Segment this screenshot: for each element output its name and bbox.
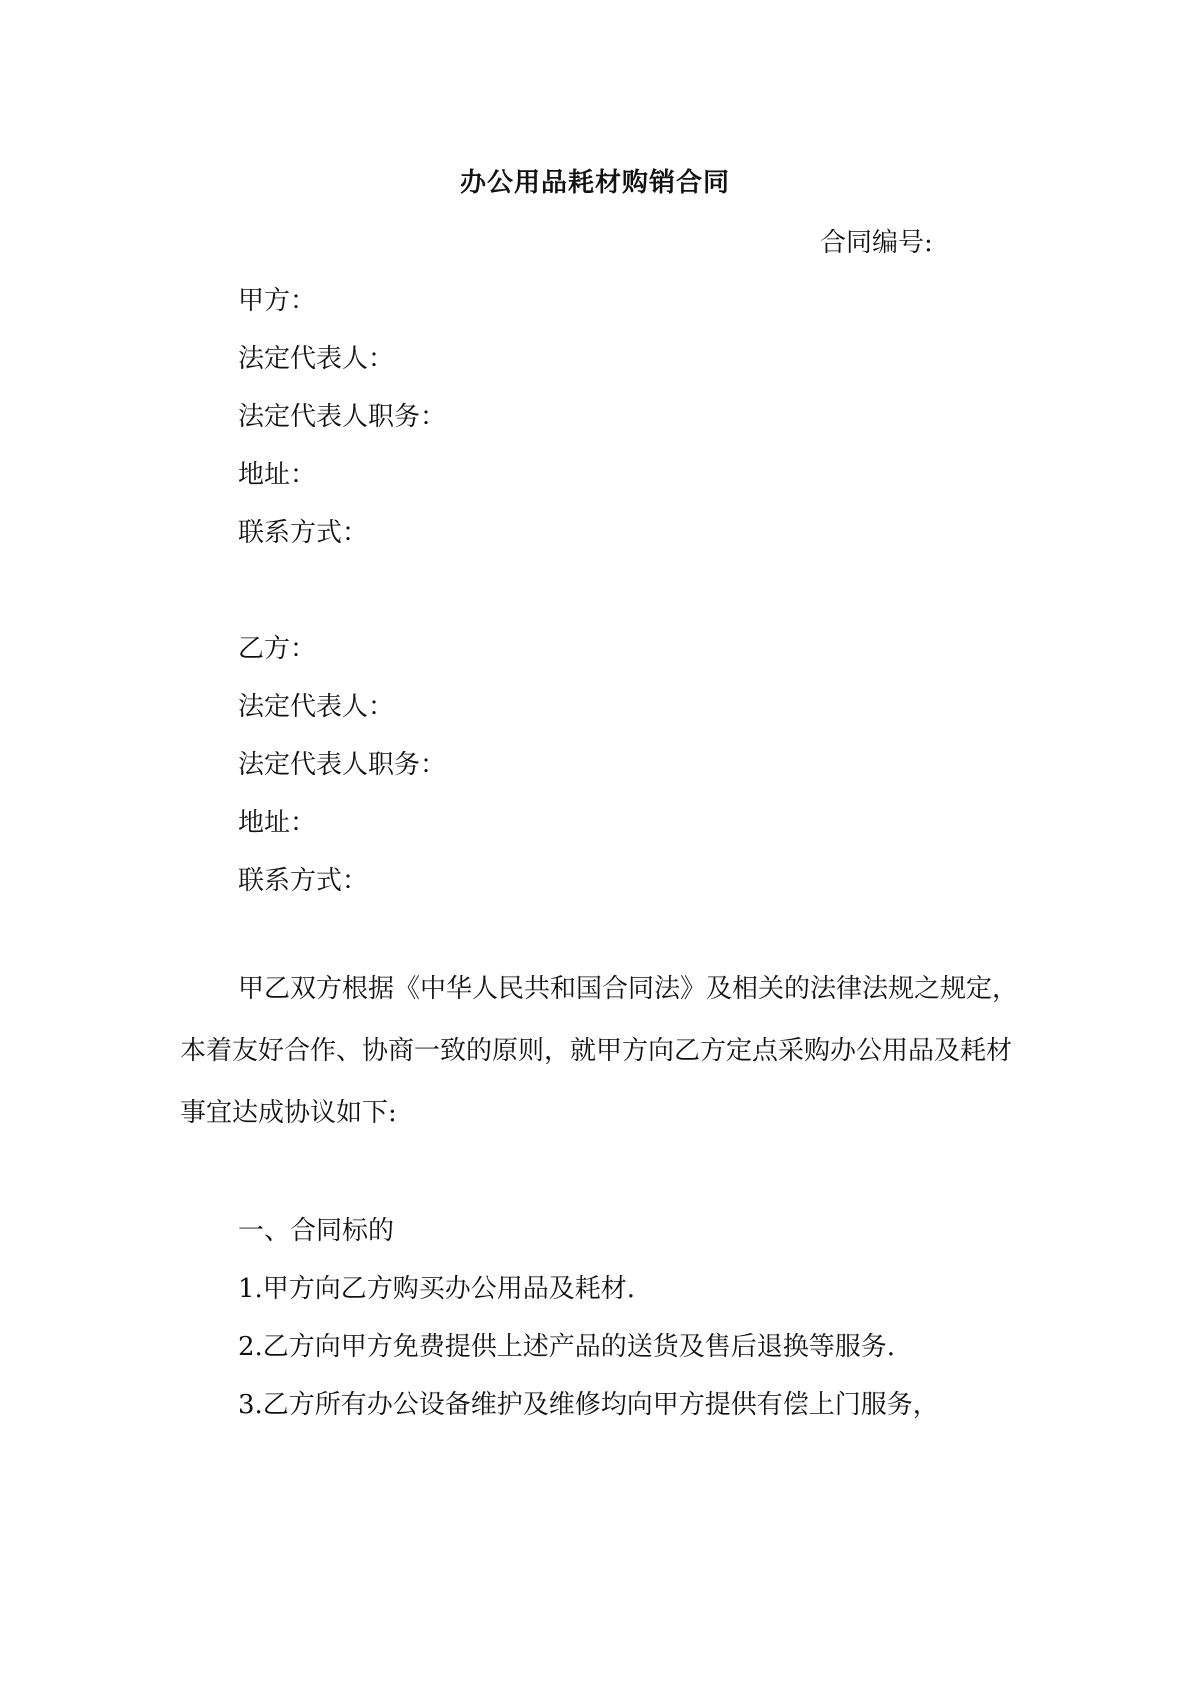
party-a-legal-rep: 法定代表人： — [238, 344, 395, 374]
party-b-contact: 联系方式： — [238, 866, 369, 896]
contract-number-label: 合同编号: — [820, 228, 933, 258]
party-b-legal-rep: 法定代表人： — [238, 692, 395, 722]
party-a-name: 甲方： — [238, 286, 317, 316]
party-a-contact: 联系方式： — [238, 518, 369, 548]
party-b-address: 地址： — [238, 808, 317, 838]
section-1-item-2: 2.乙方向甲方免费提供上述产品的送货及售后退换等服务. — [238, 1332, 896, 1362]
section-1-item-3: 3.乙方所有办公设备维护及维修均向甲方提供有偿上门服务， — [238, 1390, 939, 1420]
party-b-name: 乙方： — [238, 634, 317, 664]
section-1-item-1: 1.甲方向乙方购买办公用品及耗材. — [238, 1274, 636, 1304]
section-1-heading: 一、合同标的 — [238, 1216, 395, 1246]
party-a-address: 地址： — [238, 460, 317, 490]
party-a-legal-rep-title: 法定代表人职务： — [238, 402, 447, 432]
document-title: 办公用品耗材购销合同 — [459, 168, 730, 198]
party-b-legal-rep-title: 法定代表人职务： — [238, 750, 447, 780]
preamble-paragraph — [180, 958, 1020, 1144]
preamble-text: 甲乙双方根据《中华人民共和国合同法》及相关的法律法规之规定，本着友好合作、协商一致的原则，就甲方向乙方定点采购办公用品及耗材事宜达成协议如下: — [180, 974, 1019, 1128]
